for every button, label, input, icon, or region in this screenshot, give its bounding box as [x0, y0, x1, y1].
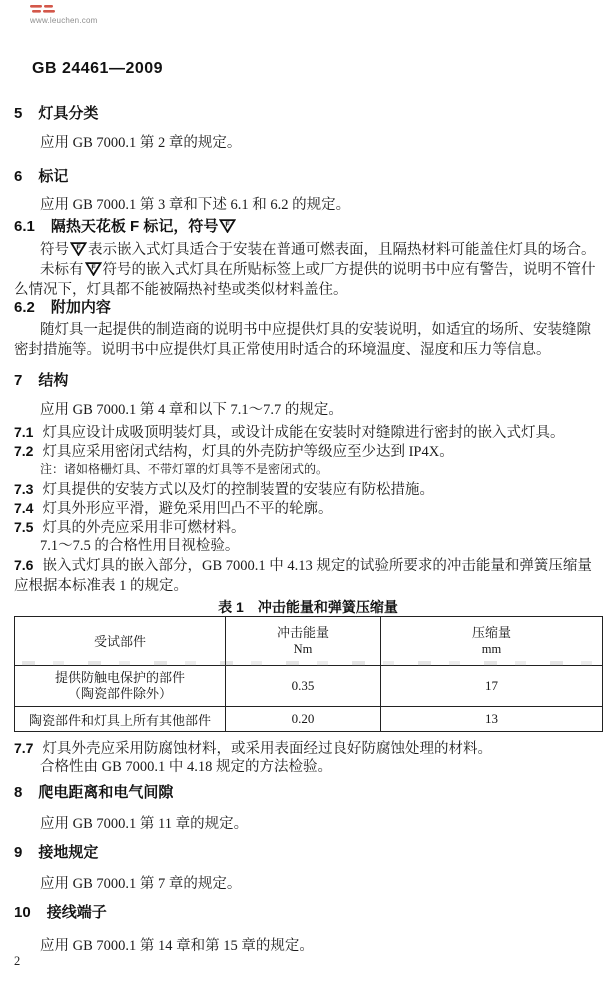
clause-7-2-note: 注：诸如格栅灯具、不带灯罩的灯具等不是密闭式的。: [40, 462, 329, 476]
scan-site-logo: [30, 4, 120, 25]
clause-7-2: [14, 442, 602, 463]
doc-number: GB 24461—2009: [32, 60, 164, 77]
cell-part: 陶瓷部件和灯具上所有其他部件: [15, 707, 226, 732]
section-6-heading: [14, 169, 602, 185]
paragraph-text: 未标有: [40, 262, 84, 278]
f-mark-icon: [85, 262, 102, 276]
section-number: 6: [14, 168, 23, 185]
table-1-caption: 表 1 冲击能量和弹簧压缩量: [218, 599, 398, 615]
section-number: 8: [14, 784, 23, 801]
section-6-1-heading: [14, 219, 602, 235]
clause-text: 灯具的外壳应采用非可燃材料。: [42, 520, 246, 536]
section-title: 结构: [38, 372, 69, 389]
section-6-2-heading: [14, 300, 602, 316]
clause-number: 7.1: [14, 424, 34, 440]
table-row: [15, 666, 603, 707]
section-5-heading: [14, 106, 602, 122]
clause-7-1: [14, 423, 602, 444]
clause-text: 灯具应采用密闭式结构，灯具的外壳防护等级应至少达到 IP4X。: [42, 444, 454, 460]
section-5-paragraph: 应用 GB 7000.1 第 2 章的规定。: [40, 135, 242, 151]
clause-text: 嵌入式灯具的嵌入部分，GB 7000.1 中 4.13 规定的试验所要求的冲击能量和弹簧压缩量应根据本标准表 1 的规定。: [14, 558, 592, 594]
f-mark-icon: [219, 219, 236, 233]
clause-7-5: [14, 518, 602, 539]
section-title: 爬电距离和电气间隙: [38, 784, 174, 801]
clause-7-7-extra: 合格性由 GB 7000.1 中 4.18 规定的方法检验。: [40, 759, 333, 775]
section-10-heading: [14, 905, 602, 921]
section-title: 隔热天花板 F 标记，符号: [50, 218, 219, 235]
clause-text: 灯具提供的安装方式以及灯的控制装置的安装应有防松措施。: [42, 482, 434, 498]
cell-compression: 13: [381, 707, 603, 732]
page-number: 2: [14, 954, 21, 968]
svg-text:F: F: [225, 221, 230, 229]
section-title: 接线端子: [46, 904, 107, 921]
cell-compression: 17: [381, 666, 603, 707]
f-mark-icon: [70, 242, 87, 256]
cell-part: 提供防触电保护的部件 （陶瓷部件除外）: [15, 666, 226, 707]
clause-number: 7.5: [14, 519, 34, 535]
clause-text: 灯具应设计成吸顶明装灯具，或设计成能在安装时对缝隙进行密封的嵌入式灯具。: [42, 425, 565, 441]
clause-7-4: [14, 499, 602, 520]
section-7-paragraph: 应用 GB 7000.1 第 4 章和以下 7.1～7.7 的规定。: [40, 402, 343, 418]
paragraph-text: 符号的嵌入式灯具在所贴标签上或厂方提供的说明书中应有警告，说明不管什么情况下，灯具都不能被隔热衬垫或类似材料盖住。: [14, 262, 596, 298]
section-8-heading: [14, 785, 602, 801]
section-10-paragraph: 应用 GB 7000.1 第 14 章和第 15 章的规定。: [40, 938, 314, 954]
paragraph-text: 符号: [40, 242, 69, 258]
clause-7-3: [14, 480, 602, 501]
column-header-impact-energy: 冲击能量 Nm: [226, 617, 381, 666]
clause-number: 7.3: [14, 481, 34, 497]
section-title: 附加内容: [50, 299, 111, 316]
clause-number: 7.2: [14, 443, 34, 459]
section-6-paragraph: 应用 GB 7000.1 第 3 章和下述 6.1 和 6.2 的规定。: [40, 197, 351, 213]
paragraph-text: 表示嵌入式灯具适合于安装在普通可燃表面，且隔热材料可能盖住灯具的场合。: [88, 242, 596, 258]
section-number: 10: [14, 904, 31, 921]
clause-number: 7.6: [14, 557, 34, 573]
impact-energy-table: [14, 616, 603, 732]
clause-7-5-extra: 7.1～7.5 的合格性用目视检验。: [40, 538, 240, 554]
clause-7-6: [14, 556, 602, 596]
clause-text: 灯具外形应平滑，避免采用凹凸不平的轮廓。: [42, 501, 333, 517]
section-7-heading: [14, 373, 602, 389]
section-6-2-paragraph: 随灯具一起提供的制造商的说明书中应提供灯具的安装说明，如适宜的场所、安装缝隙密封措施等。说明书中应提供灯具正常使用时适合的环境温度、湿度和压力等信息。: [14, 322, 591, 358]
column-header-part: 受试部件: [15, 617, 226, 666]
table-row: [15, 707, 603, 732]
clause-number: 7.4: [14, 500, 34, 516]
svg-text:F: F: [76, 244, 81, 252]
clause-7-7: [14, 739, 602, 760]
clause-text: 灯具外壳应采用防腐蚀材料，或采用表面经过良好防腐蚀处理的材料。: [42, 741, 492, 757]
clause-number: 7.7: [14, 740, 34, 756]
section-number: 6.1: [14, 218, 35, 235]
section-title: 灯具分类: [38, 105, 99, 122]
section-title: 接地规定: [38, 844, 99, 861]
section-8-paragraph: 应用 GB 7000.1 第 11 章的规定。: [40, 816, 249, 832]
section-9-paragraph: 应用 GB 7000.1 第 7 章的规定。: [40, 876, 242, 892]
section-number: 7: [14, 372, 23, 389]
section-number: 5: [14, 105, 23, 122]
section-title: 标记: [38, 168, 69, 185]
cell-impact-energy: 0.35: [226, 666, 381, 707]
cell-impact-energy: 0.20: [226, 707, 381, 732]
svg-text:F: F: [90, 264, 96, 272]
section-number: 6.2: [14, 299, 35, 316]
section-6-1-paragraph-1: [14, 241, 602, 261]
column-header-compression: 压缩量 mm: [381, 617, 603, 666]
logo-mark-icon: [30, 4, 60, 15]
section-number: 9: [14, 844, 23, 861]
section-9-heading: [14, 845, 602, 861]
logo-url-text: www.leuchen.com: [30, 16, 98, 25]
section-6-1-paragraph-2: [14, 261, 602, 300]
